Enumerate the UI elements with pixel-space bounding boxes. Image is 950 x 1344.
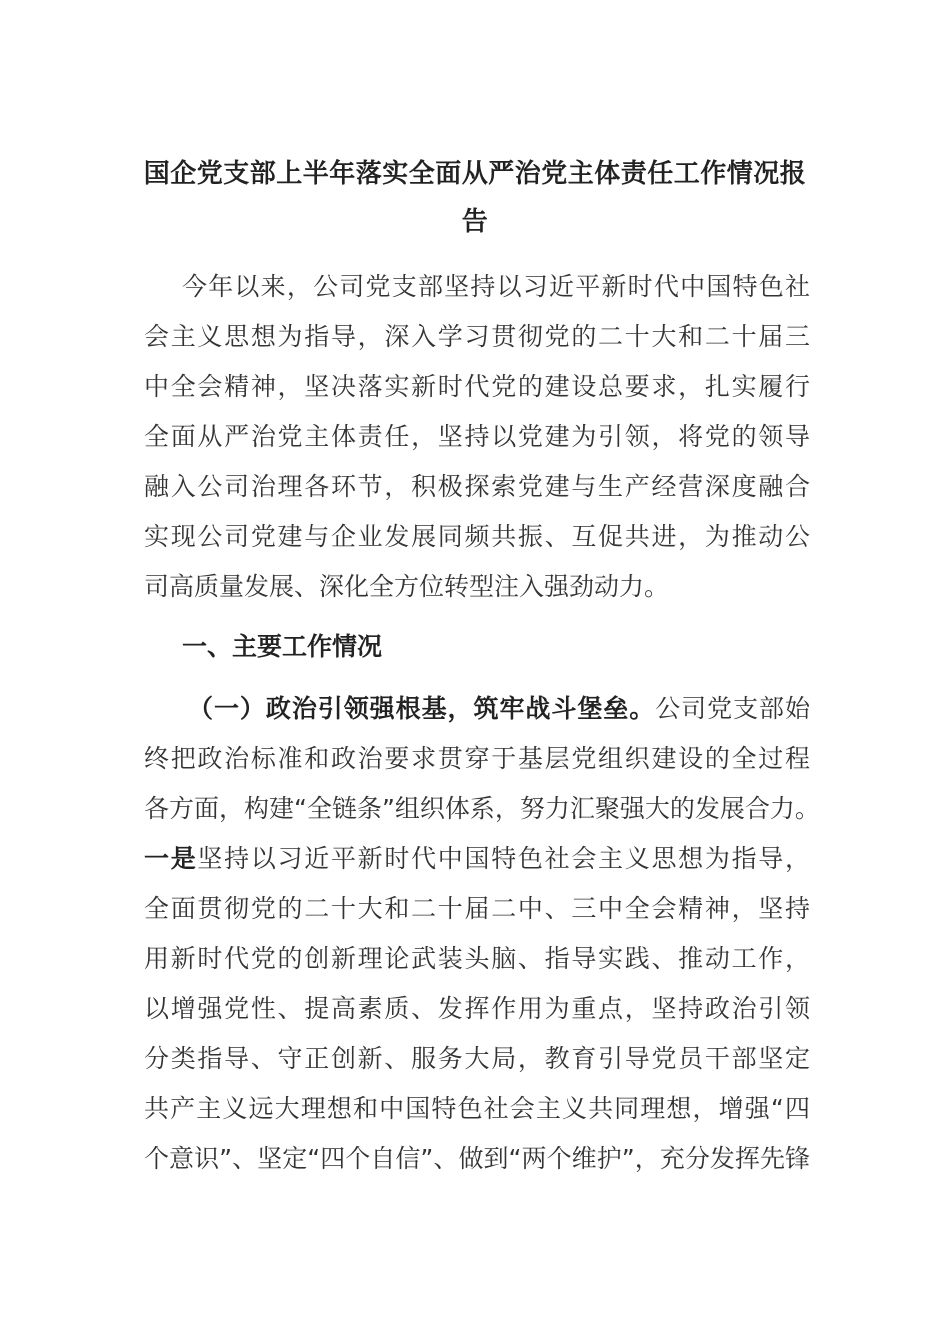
item-line: 共产主义远大理想和中国特色社会主义共同理想，增强“四: [144, 1094, 810, 1123]
intro-line: 今年以来，公司党支部坚持以习近平新时代中国特色社: [182, 272, 810, 301]
para-line: 终把政治标准和政治要求贯穿于基层党组织建设的全过程: [144, 744, 810, 773]
section-paragraph: [144, 684, 820, 1184]
para-line: 各方面，构建“全链条”组织体系，努力汇聚强大的发展合力。: [144, 794, 820, 823]
sub-heading: （一）政治引领强根基，筑牢战斗堡垒。: [188, 694, 656, 723]
intro-line: 司高质量发展、深化全方位转型注入强劲动力。: [144, 572, 670, 601]
intro-line: 中全会精神，坚决落实新时代党的建设总要求，扎实履行: [144, 372, 810, 401]
intro-paragraph: [144, 262, 810, 612]
document-title: [140, 150, 810, 246]
item-marker: 一是: [144, 844, 198, 873]
item-line: 全面贯彻党的二十大和二十届二中、三中全会精神，坚持: [144, 894, 810, 923]
sub-heading-rest: 公司党支部始: [655, 694, 810, 723]
intro-line: 融入公司治理各环节，积极探索党建与生产经营深度融合: [144, 472, 810, 501]
item-line: 以增强党性、提高素质、发挥作用为重点，坚持政治引领: [144, 994, 810, 1023]
title-line-2: 告: [461, 207, 489, 237]
item-first-rest: 坚持以习近平新时代中国特色社会主义思想为指导，: [197, 844, 810, 873]
item-line: 分类指导、守正创新、服务大局，教育引导党员干部坚定: [144, 1044, 810, 1073]
section-heading: 一、主要工作情况: [182, 632, 383, 661]
title-line-1: 国企党支部上半年落实全面从严治党主体责任工作情况报: [143, 159, 807, 189]
intro-line: 实现公司党建与企业发展同频共振、互促共进，为推动公: [144, 522, 810, 551]
item-line: 个意识”、坚定“四个自信”、做到“两个维护”，充分发挥先锋: [144, 1144, 810, 1173]
item-line: 用新时代党的创新理论武装头脑、指导实践、推动工作，: [144, 944, 810, 973]
section-heading-block: [144, 622, 810, 672]
intro-line: 会主义思想为指导，深入学习贯彻党的二十大和二十届三: [144, 322, 810, 351]
item-first-line: [144, 834, 810, 884]
subheading-line: [144, 684, 810, 734]
intro-line: 全面从严治党主体责任，坚持以党建为引领，将党的领导: [144, 422, 810, 451]
